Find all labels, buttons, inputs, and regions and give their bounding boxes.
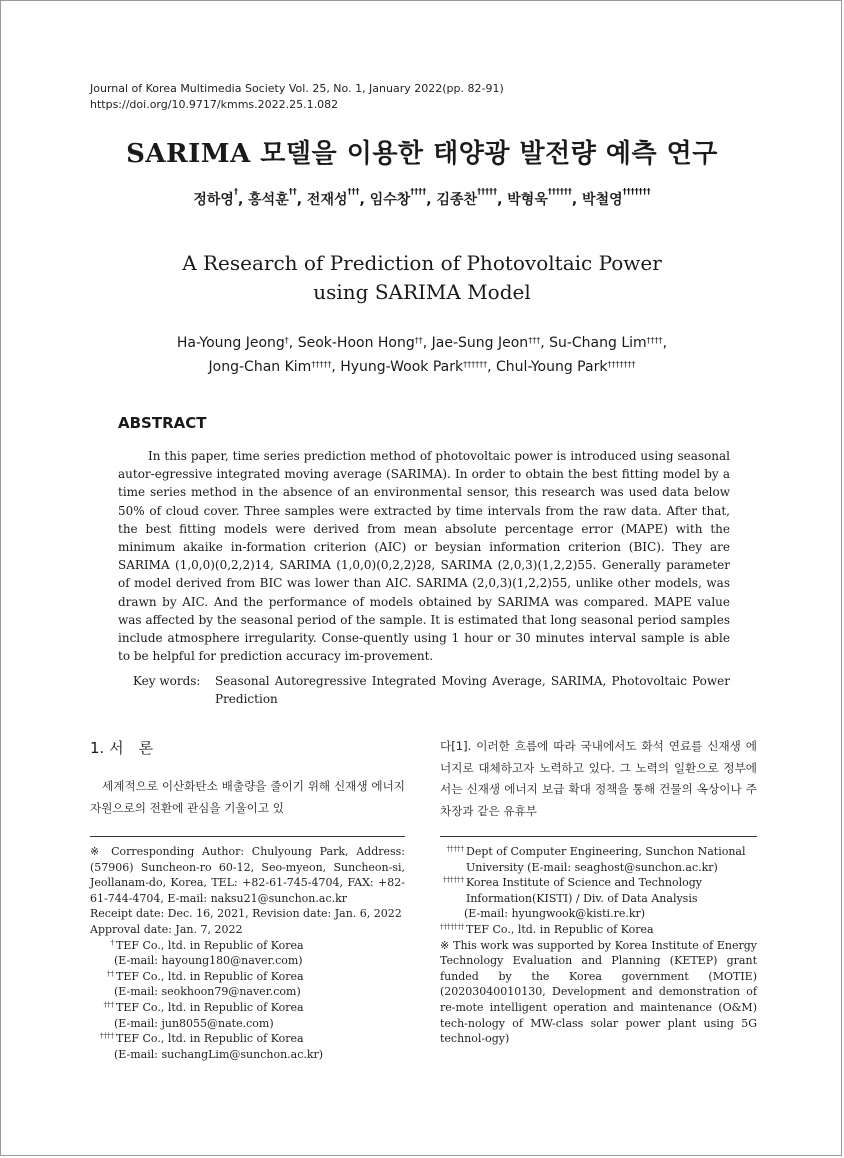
intro-left-text: 세계적으로 이산화탄소 배출량을 줄이기 위해 신재생 에너지 자원으로의 전환에 관심을 기울이고 있	[90, 779, 405, 815]
authors-english	[0, 331, 844, 379]
footnote-divider-right	[440, 836, 757, 837]
author-email: (E-mail: hayoung180@naver.com)	[114, 954, 303, 968]
author-en-1: Ha-Young Jeong†,	[176, 335, 298, 351]
authors-en-line2	[0, 355, 844, 379]
affiliation-note: †††††† Korea Institute of Science and Technology Information(KISTI) / Div. of Data Analysis (E-mail: hyungwook@kisti.re.kr)	[440, 875, 757, 922]
receipt-date: Receipt date: Dec. 16, 2021, Revision date: Jan. 6, 2022	[90, 907, 402, 921]
corresponding-author-note: ※ Corresponding Author: Chulyoung Park, Address: (57906) Suncheon-ro 60-12, Seo-myeon, Suncheon-si, Jeollanam-do, Korea, TEL: +82-61-745-4704, FAX: +82-61-744-4704, E-mail: naksu21@sunchon.ac.kr	[90, 845, 405, 905]
keywords	[133, 672, 730, 708]
footnotes-right	[440, 844, 757, 1047]
author-email: (E-mail: hyungwook@kisti.re.kr)	[464, 907, 646, 921]
author-ko-5: 김종찬†††††,	[436, 187, 508, 208]
author-en-5: Jong-Chan Kim†††††,	[208, 359, 341, 375]
affiliation-note: ††††† Dept of Computer Engineering, Sunchon National University (E-mail: seaghost@sunchon.ac.kr)	[446, 845, 746, 874]
abstract-heading: ABSTRACT	[118, 414, 207, 432]
doi-link[interactable]: https://doi.org/10.9717/kmms.2022.25.1.082	[90, 98, 339, 111]
title-en-line2: using SARIMA Model	[313, 280, 531, 304]
affiliation-note: ††† TEF Co., ltd. in Republic of Korea (E-mail: jun8055@nate.com)	[90, 1000, 405, 1031]
keywords-label: Key words:	[133, 674, 201, 688]
keywords-text: Seasonal Autoregressive Integrated Moving Average, SARIMA, Photovoltaic Power Prediction	[215, 674, 730, 706]
section-heading-introduction: 1. 서 론	[90, 739, 154, 757]
author-email: (E-mail: jun8055@nate.com)	[114, 1016, 274, 1030]
author-ko-6: 박형욱††††††,	[507, 187, 583, 208]
authors-en-line1	[0, 331, 844, 355]
author-ko-4: 임수창††††,	[369, 187, 437, 208]
author-en-3: Jae-Sung Jeon†††,	[431, 335, 550, 351]
title-english	[0, 249, 844, 307]
title-en-line1: A Research of Prediction of Photovoltaic Power	[182, 251, 662, 275]
author-ko-1: 정하영†,	[193, 187, 249, 208]
author-en-7: Chul-Young Park†††††††	[496, 359, 636, 375]
affiliation-note: ††††††† TEF Co., ltd. in Republic of Korea	[440, 922, 654, 936]
authors-korean	[0, 189, 844, 209]
intro-right-text: 다[1]. 이러한 흐름에 따라 국내에서도 화석 연료를 신재생 에너지로 대체하고자 노력하고 있다. 그 노력의 일환으로 정부에서는 신재생 에너지 보급 확대 정책을 통해 건물의 옥상이나 주차장과 같은 유휴부	[440, 739, 757, 818]
funding-note: ※ This work was supported by Korea Institute of Energy Technology Evaluation and Planning (KETEP) grant funded by the Korea government (MOTIE) (20203040010130, Development and demonstration of re-mote intelligent operation and maintenance (O&M) tech-nology of MW-class solar power plant using 5G technol-ogy)	[440, 938, 757, 1046]
affiliation-note: † TEF Co., ltd. in Republic of Korea (E-mail: hayoung180@naver.com)	[90, 938, 405, 969]
author-ko-3: 전재성†††,	[306, 187, 370, 208]
author-ko-2: 홍석훈††,	[248, 187, 307, 208]
approval-date: Approval date: Jan. 7, 2022	[90, 922, 243, 936]
abstract-body: In this paper, time series prediction method of photovoltaic power is introduced using seasonal autor-egressive integrated moving average (SARIMA). In order to obtain the best fitting model by a time series method in the absence of an environmental sensor, this research was used data below 50% of cloud cover. Three samples were extracted by time intervals from the raw data. After that, the best fitting models were derived from mean absolute percentage error (MAPE) with the minimum akaike in-formation criterion (AIC) or beysian information criterion (BIC). They are SARIMA (1,0,0)(0,2,2)14, SARIMA (1,0,0)(0,2,2)28, SARIMA (2,0,3)(1,2,2)55. Generally parameter of model derived from BIC was lower than AIC. SARIMA (2,0,3)(1,2,2)55, unlike other models, was drawn by AIC. And the performance of models obtained by SARIMA was compared. MAPE value was affected by the seasonal period of the sample. It is estimated that long seasonal period samples include atmosphere irregularity. Conse-quently using 1 hour or 30 minutes interval sample is able to be helpful for prediction accuracy im-provement.	[118, 449, 730, 664]
author-ko-7: 박철영†††††††	[582, 187, 651, 208]
footnote-divider-left	[90, 836, 405, 837]
affiliation-note: †††† TEF Co., ltd. in Republic of Korea (E-mail: suchangLim@sunchon.ac.kr)	[90, 1031, 405, 1062]
author-email: (E-mail: suchangLim@sunchon.ac.kr)	[114, 1047, 324, 1061]
journal-info	[90, 81, 504, 113]
author-en-6: Hyung-Wook Park††††††,	[340, 359, 497, 375]
author-email: (E-mail: seokhoon79@naver.com)	[114, 985, 301, 999]
title-korean: SARIMA 모델을 이용한 태양광 발전량 예측 연구	[126, 139, 718, 169]
affiliation-note: †† TEF Co., ltd. in Republic of Korea (E-mail: seokhoon79@naver.com)	[90, 969, 405, 1000]
journal-citation: Journal of Korea Multimedia Society Vol. 25, No. 1, January 2022(pp. 82-91)	[90, 82, 504, 95]
author-en-2: Seok-Hoon Hong††,	[297, 335, 432, 351]
author-en-4: Su-Chang Lim††††,	[549, 335, 668, 351]
footnotes-left	[90, 844, 405, 1062]
